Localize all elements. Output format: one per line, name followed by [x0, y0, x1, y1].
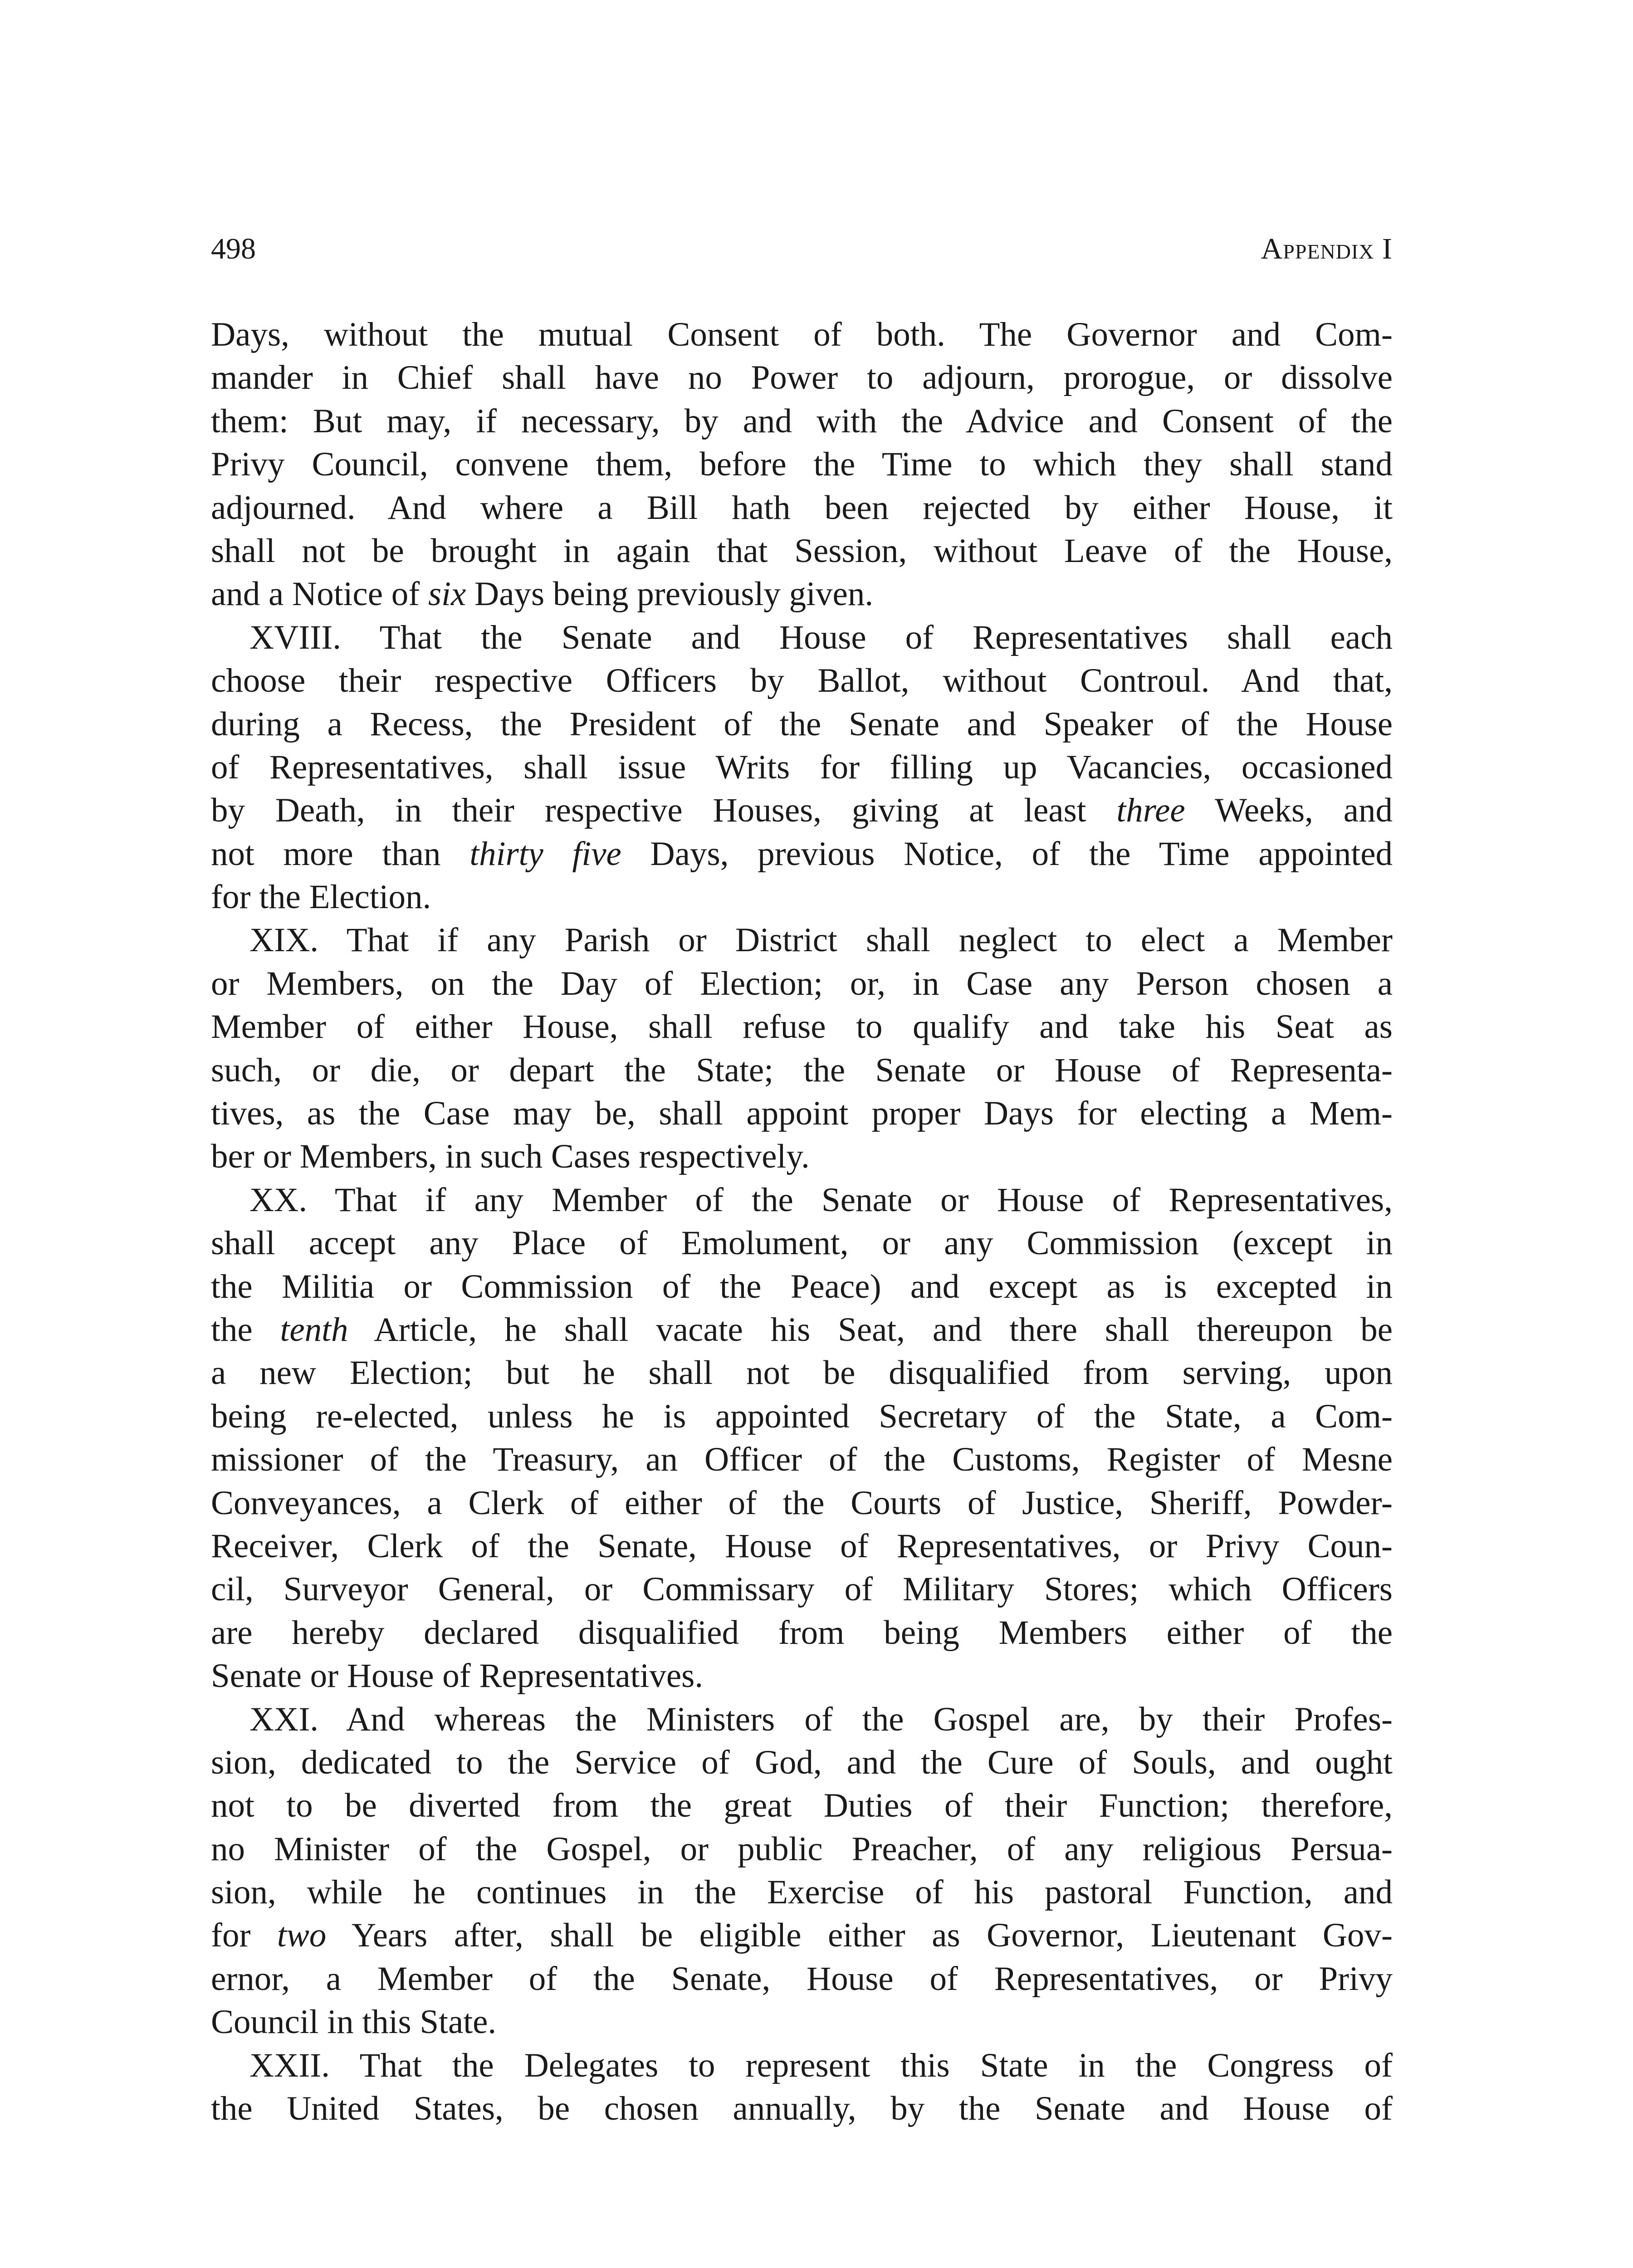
- text-line: ber or Members, in such Cases respectively.: [211, 1138, 810, 1176]
- text-line: Member of either House, shall refuse to qualify and take his Seat as: [211, 1008, 1393, 1046]
- text-line: such, or die, or depart the State; the Senate or House of Representa-: [211, 1051, 1393, 1089]
- text-line: the tenth Article, he shall vacate his Seat, and there shall thereupon be: [211, 1310, 1393, 1349]
- text-line: not to be diverted from the great Duties of their Function; therefore,: [211, 1787, 1393, 1825]
- italic-term: tenth: [280, 1310, 348, 1349]
- text-line: no Minister of the Gospel, or public Preacher, of any religious Persua-: [211, 1830, 1393, 1868]
- text-line: during a Recess, the President of the Senate and Speaker of the House: [211, 705, 1393, 743]
- article-xxi-first-line: XXI. And whereas the Ministers of the Gospel are, by their Profes-: [249, 1700, 1393, 1738]
- page-number: 498: [211, 232, 256, 265]
- article-xix-first-line: XIX. That if any Parish or District shall neglect to elect a Member: [249, 921, 1393, 959]
- text-line: cil, Surveyor General, or Commissary of Military Stores; which Officers: [211, 1570, 1393, 1608]
- text-line: tives, as the Case may be, shall appoint proper Days for electing a Mem-: [211, 1095, 1393, 1133]
- article-xx-first-line: XX. That if any Member of the Senate or House of Representatives,: [249, 1181, 1393, 1219]
- page-header: [211, 224, 1393, 274]
- text-line: being re-elected, unless he is appointed Secretary of the State, a Com-: [211, 1397, 1393, 1435]
- text-line: are hereby declared disqualified from being Members either of the: [211, 1613, 1393, 1652]
- text-line: Privy Council, convene them, before the Time to which they shall stand: [211, 445, 1393, 484]
- text-line: the United States, be chosen annually, by the Senate and House of: [211, 2090, 1393, 2128]
- text-line: not more than thirty five Days, previous Notice, of the Time appointed: [211, 835, 1393, 873]
- text-line: missioner of the Treasury, an Officer of the Customs, Register of Mesne: [211, 1441, 1393, 1479]
- text-line: Senate or House of Representatives.: [211, 1657, 704, 1695]
- italic-term: two: [277, 1916, 327, 1955]
- text-line: and a Notice of six Days being previously given.: [211, 575, 874, 613]
- text-line: by Death, in their respective Houses, giving at least three Weeks, and: [211, 792, 1393, 830]
- text-line: of Representatives, shall issue Writs for filling up Vacancies, occasioned: [211, 748, 1393, 786]
- italic-term: thirty five: [469, 835, 621, 873]
- body-text: [211, 313, 1393, 2130]
- article-xviii-first-line: XVIII. That the Senate and House of Representatives shall each: [249, 618, 1393, 656]
- text-line: or Members, on the Day of Election; or, in Case any Person chosen a: [211, 964, 1393, 1002]
- running-head: Appendix I: [1261, 232, 1393, 265]
- text-line: for the Election.: [211, 878, 431, 916]
- text-line: mander in Chief shall have no Power to adjourn, prorogue, or dissolve: [211, 359, 1393, 397]
- text-line: ernor, a Member of the Senate, House of Representatives, or Privy: [211, 1960, 1393, 1998]
- text-line: Conveyances, a Clerk of either of the Courts of Justice, Sheriff, Powder-: [211, 1484, 1393, 1522]
- text-line: for two Years after, shall be eligible either as Governor, Lieutenant Gov-: [211, 1916, 1393, 1955]
- text-line: shall accept any Place of Emolument, or any Commission (except in: [211, 1224, 1393, 1262]
- text-line: choose their respective Officers by Ballot, without Controul. And that,: [211, 662, 1393, 700]
- text-line: Receiver, Clerk of the Senate, House of Representatives, or Privy Coun-: [211, 1527, 1393, 1565]
- text-line: Council in this State.: [211, 2003, 497, 2041]
- text-line: the Militia or Commission of the Peace) and except as is excepted in: [211, 1267, 1393, 1305]
- text-line: a new Election; but he shall not be disqualified from serving, upon: [211, 1354, 1393, 1392]
- text-line: sion, while he continues in the Exercise of his pastoral Function, and: [211, 1873, 1393, 1911]
- text-line: sion, dedicated to the Service of God, and the Cure of Souls, and ought: [211, 1743, 1393, 1781]
- article-xxii-first-line: XXII. That the Delegates to represent this State in the Congress of: [249, 2046, 1393, 2084]
- text-line: Days, without the mutual Consent of both. The Governor and Com-: [211, 316, 1393, 353]
- text-line: them: But may, if necessary, by and with the Advice and Consent of the: [211, 402, 1393, 440]
- text-line: shall not be brought in again that Session, without Leave of the House,: [211, 532, 1393, 570]
- italic-term: three: [1116, 792, 1185, 830]
- italic-term: six: [428, 575, 466, 613]
- text-line: adjourned. And where a Bill hath been rejected by either House, it: [211, 489, 1393, 527]
